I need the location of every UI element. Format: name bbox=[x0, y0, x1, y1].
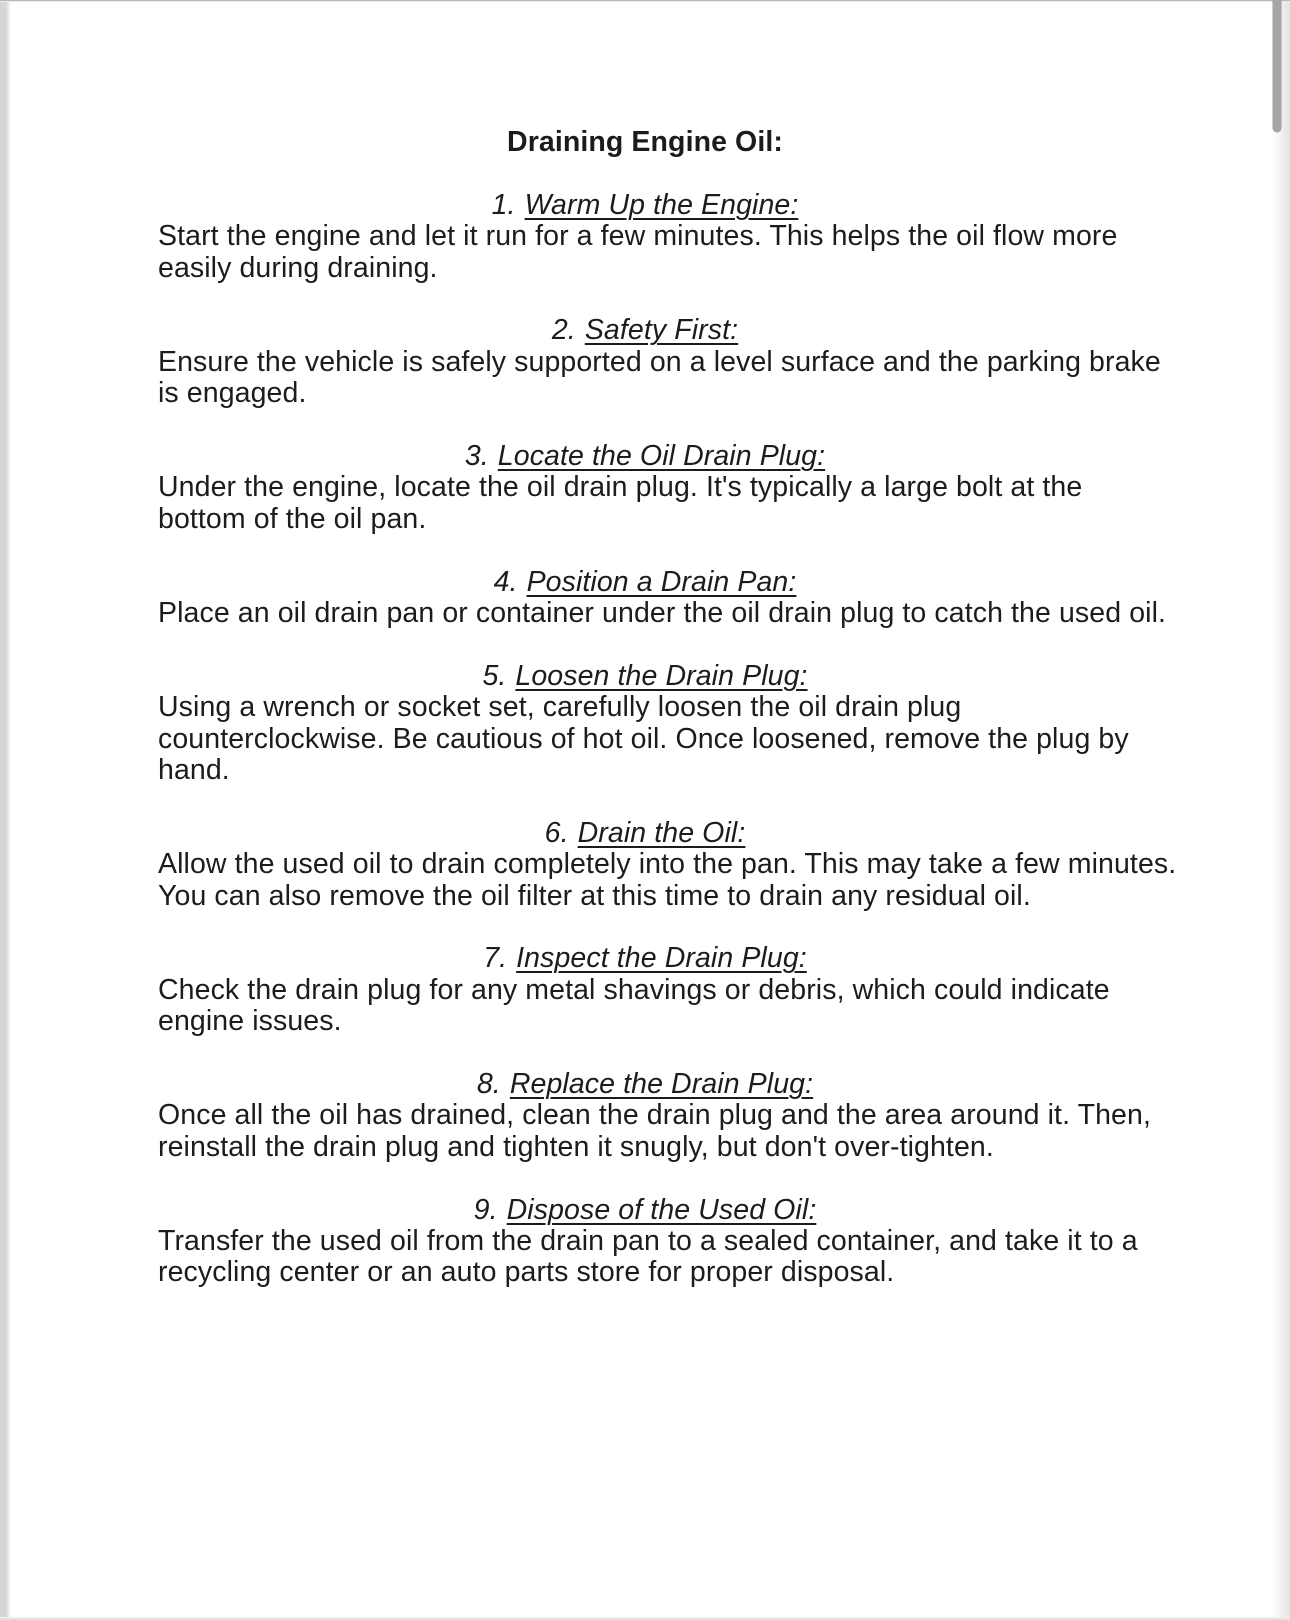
step-heading bbox=[158, 315, 1132, 346]
step-heading bbox=[158, 567, 1132, 598]
step-heading-text: Dispose of the Used Oil: bbox=[506, 1193, 817, 1226]
step-block bbox=[158, 441, 1132, 535]
step-block bbox=[158, 314, 1161, 410]
step-block bbox=[158, 816, 1177, 912]
step-number: 7. bbox=[483, 942, 508, 975]
step-body-line: You can also remove the oil filter at this time to drain any residual oil. bbox=[158, 879, 1031, 912]
step-body-line: reinstall the drain plug and tighten it snugly, but don't over-tighten. bbox=[158, 1130, 994, 1163]
step-block bbox=[158, 661, 1132, 787]
step-heading-text: Safety First: bbox=[584, 314, 739, 347]
step-block bbox=[158, 190, 1132, 284]
step-number: 2. bbox=[551, 314, 576, 347]
step-body-line: Ensure the vehicle is safely supported on a level surface and the parking brake bbox=[158, 345, 1161, 378]
step-heading bbox=[158, 190, 1132, 221]
step-body-line: Start the engine and let it run for a few minutes. This helps the oil flow more bbox=[158, 220, 1118, 253]
window-left-edge bbox=[0, 0, 11, 1620]
step-number: 4. bbox=[493, 565, 518, 598]
scrollbar-track bbox=[1272, 0, 1290, 1620]
window-top-edge bbox=[0, 0, 1290, 2]
step-body-line: Allow the used oil to drain completely into the pan. This may take a few minutes. bbox=[158, 848, 1177, 881]
step-body-line: is engaged. bbox=[158, 377, 307, 410]
step-number: 9. bbox=[473, 1193, 498, 1226]
step-body-line: easily during draining. bbox=[158, 251, 438, 284]
step-body-line: counterclockwise. Be cautious of hot oil. Once loosened, remove the plug by bbox=[158, 722, 1129, 755]
step-heading-text: Warm Up the Engine: bbox=[524, 188, 799, 221]
step-body-line: recycling center or an auto parts store for proper disposal. bbox=[158, 1256, 895, 1289]
step-body-line: Using a wrench or socket set, carefully loosen the oil drain plug bbox=[158, 691, 962, 724]
step-heading-text: Loosen the Drain Plug: bbox=[515, 659, 808, 692]
step-body-line: bottom of the oil pan. bbox=[158, 502, 427, 535]
step-heading-text: Locate the Oil Drain Plug: bbox=[497, 440, 826, 473]
step-number: 3. bbox=[464, 440, 489, 473]
step-number: 5. bbox=[482, 659, 507, 692]
step-body-line: Once all the oil has drained, clean the drain plug and the area around it. Then, bbox=[158, 1099, 1151, 1132]
step-heading bbox=[158, 1069, 1132, 1100]
page-title: Draining Engine Oil: bbox=[507, 126, 783, 158]
step-heading bbox=[158, 943, 1132, 974]
scrollbar-thumb[interactable] bbox=[1273, 0, 1281, 132]
step-heading-text: Position a Drain Pan: bbox=[526, 565, 797, 598]
document-page bbox=[158, 0, 1177, 1289]
step-heading bbox=[158, 661, 1132, 692]
step-block bbox=[158, 565, 1167, 630]
step-body-line: Under the engine, locate the oil drain plug. It's typically a large bolt at the bbox=[158, 471, 1083, 504]
step-body-line: hand. bbox=[158, 754, 230, 787]
step-body-line: Check the drain plug for any metal shavings or debris, which could indicate bbox=[158, 973, 1110, 1006]
step-block bbox=[158, 943, 1132, 1037]
step-heading bbox=[158, 441, 1132, 472]
step-heading bbox=[158, 818, 1132, 849]
step-heading-text: Inspect the Drain Plug: bbox=[516, 942, 807, 975]
step-number: 1. bbox=[491, 188, 516, 221]
step-heading-text: Drain the Oil: bbox=[577, 816, 746, 849]
step-body-line: Transfer the used oil from the drain pan to a sealed container, and take it to a bbox=[158, 1225, 1138, 1258]
step-body-line: engine issues. bbox=[158, 1005, 342, 1038]
step-block bbox=[158, 1068, 1151, 1163]
step-heading-text: Replace the Drain Plug: bbox=[509, 1068, 814, 1101]
step-body-line: Place an oil drain pan or container under the oil drain plug to catch the used oil. bbox=[158, 597, 1167, 630]
step-number: 6. bbox=[544, 816, 569, 849]
step-heading bbox=[158, 1195, 1132, 1226]
step-block bbox=[158, 1193, 1138, 1289]
step-number: 8. bbox=[476, 1068, 501, 1101]
